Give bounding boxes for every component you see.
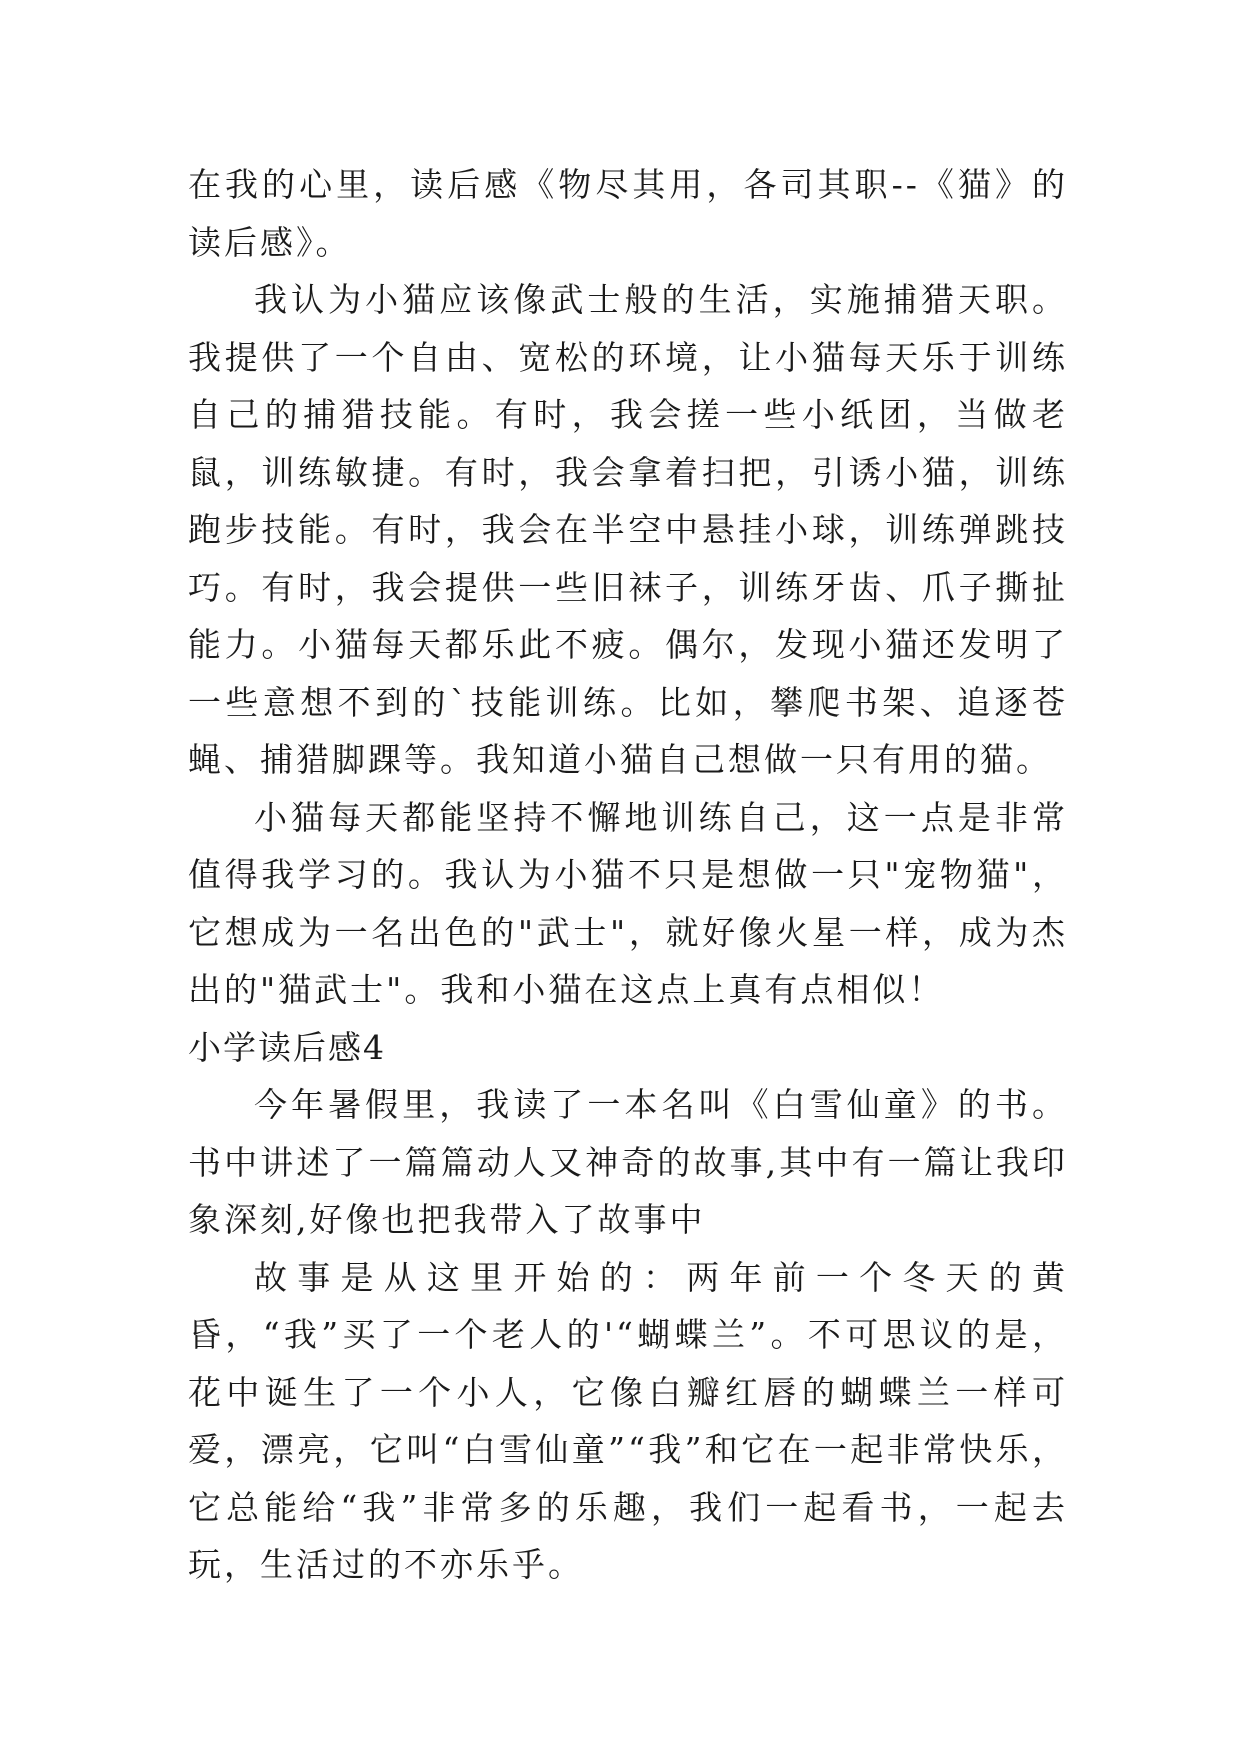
document-body <box>188 156 1068 1594</box>
paragraph-intro-ending: 在我的心里，读后感《物尽其用，各司其职--《猫》的读后感》。 <box>188 165 1068 262</box>
paragraph-story-beginning: 故事是从这里开始的：两年前一个冬天的黄昏，“我”买了一个老人的'“蝴蝶兰”。不可思议的是，花中诞生了一个小人，它像白瓣红唇的蝴蝶兰一样可爱，漂亮，它叫“白雪仙童”“我”和它在一起非常快乐，它总能给“我”非常多的乐趣，我们一起看书，一起去玩，生活过的不亦乐乎。 <box>188 1257 1068 1584</box>
section-heading: 小学读后感4 <box>188 1027 386 1067</box>
paragraph-summer-reading: 今年暑假里，我读了一本名叫《白雪仙童》的书。书中讲述了一篇篇动人又神奇的故事,其中有一篇让我印象深刻,好像也把我带入了故事中 <box>188 1085 1068 1239</box>
paragraph-cat-training: 我认为小猫应该像武士般的生活，实施捕猎天职。我提供了一个自由、宽松的环境，让小猫每天乐于训练自己的捕猎技能。有时，我会搓一些小纸团，当做老鼠，训练敏捷。有时，我会拿着扫把，引诱小猫，训练跑步技能。有时，我会在半空中悬挂小球，训练弹跳技巧。有时，我会提供一些旧袜子，训练牙齿、爪子撕扯能力。小猫每天都乐此不疲。偶尔，发现小猫还发明了一些意想不到的`技能训练。比如，攀爬书架、追逐苍蝇、捕猎脚踝等。我知道小猫自己想做一只有用的猫。 <box>188 280 1068 779</box>
paragraph-cat-warrior: 小猫每天都能坚持不懈地训练自己，这一点是非常值得我学习的。我认为小猫不只是想做一只"宠物猫"，它想成为一名出色的"武士"，就好像火星一样，成为杰出的"猫武士"。我和小猫在这点上真有点相似！ <box>188 797 1068 1009</box>
